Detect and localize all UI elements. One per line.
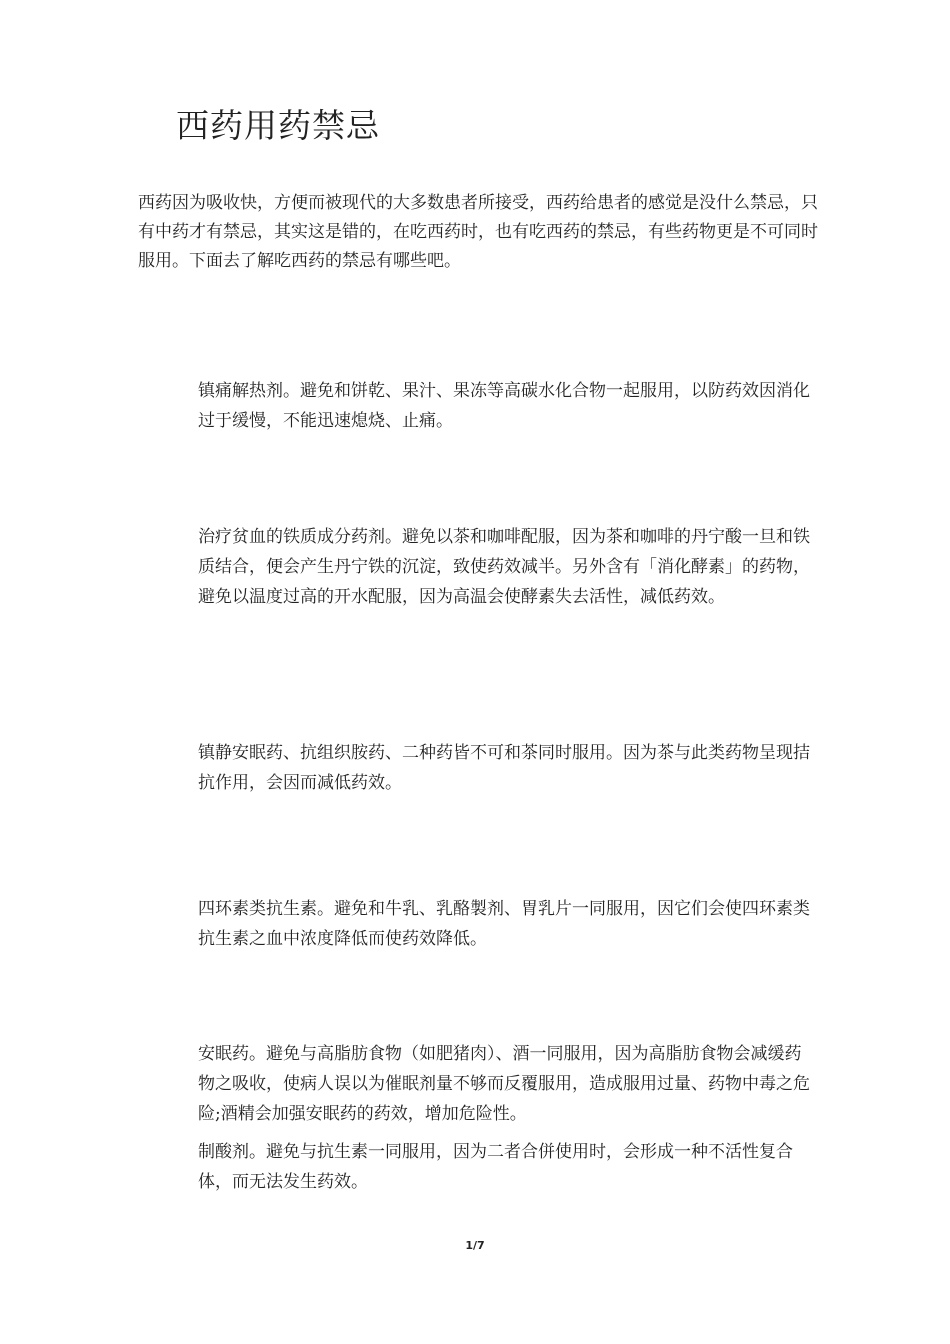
item-antacid: 制酸剂。避免与抗生素一同服用，因为二者合併使用时，会形成一种不活性复合体，而无法发生药效。	[198, 1142, 793, 1192]
document-title: 西药用药禁忌	[176, 106, 380, 145]
item-tetracycline: 四环素类抗生素。避免和牛乳、乳酪製剂、胃乳片一同服用，因它们会使四环素类抗生素之血中浓度降低而使药效降低。	[198, 899, 810, 949]
item-analgesic: 镇痛解热剂。避免和饼乾、果汁、果冻等高碳水化合物一起服用，以防药效因消化过于缓慢，不能迅速熄烧、止痛。	[198, 381, 810, 431]
item-iron-supplement: 治疗贫血的铁质成分药剂。避免以茶和咖啡配服，因为茶和咖啡的丹宁酸一旦和铁质结合，便会产生丹宁铁的沉淀，致使药效减半。另外含有「消化酵素」的药物，避免以温度过高的开水配服，因为高温会使酵素失去活性，减低药效。	[198, 527, 810, 607]
item-sleeping-pill: 安眠药。避免与高脂肪食物（如肥猪肉）、酒一同服用，因为高脂肪食物会减缓药物之吸收，使病人误以为催眠剂量不够而反覆服用，造成服用过量、药物中毒之危险;酒精会加强安眠药的药效，增加危险性。	[198, 1044, 810, 1124]
page-number: 1/7	[465, 1239, 485, 1252]
intro-paragraph: 西药因为吸收快，方便而被现代的大多数患者所接受，西药给患者的感觉是没什么禁忌，只有中药才有禁忌，其实这是错的，在吃西药时，也有吃西药的禁忌，有些药物更是不可同时服用。下面去了解吃西药的禁忌有哪些吧。	[138, 193, 818, 271]
item-sedative: 镇静安眠药、抗组织胺药、二种药皆不可和茶同时服用。因为茶与此类药物呈现拮抗作用，会因而减低药效。	[198, 743, 810, 793]
